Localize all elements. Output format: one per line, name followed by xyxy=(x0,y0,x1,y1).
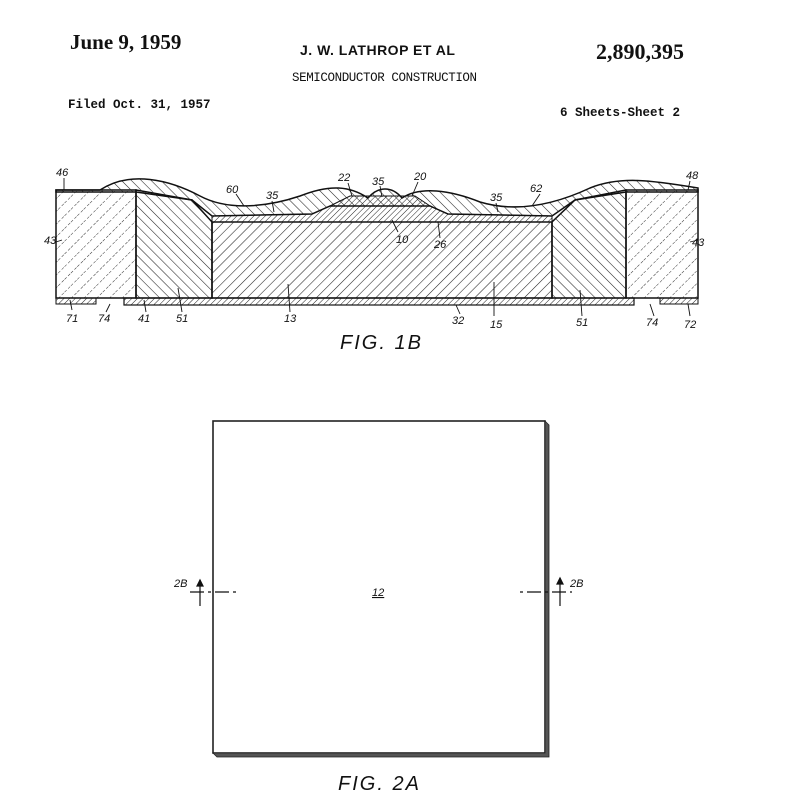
substrate-left xyxy=(56,190,136,298)
substrate-right xyxy=(626,190,698,298)
ref-48: 48 xyxy=(686,170,699,182)
bottom-layer xyxy=(124,298,634,305)
figure-1b-caption: FIG. 1B xyxy=(340,332,423,354)
ref-35-center: 35 xyxy=(372,176,385,188)
ref-74-right: 74 xyxy=(646,317,659,329)
sheet-count: 6 Sheets-Sheet 2 xyxy=(560,106,681,120)
ref-13: 13 xyxy=(284,313,297,325)
ref-32: 32 xyxy=(452,315,465,327)
ref-35-left: 35 xyxy=(266,190,279,202)
figure-2a-plan-view xyxy=(173,421,583,795)
ref-35-right: 35 xyxy=(490,192,503,204)
ref-41: 41 xyxy=(138,313,151,325)
ref-62: 62 xyxy=(530,183,543,195)
ref-46: 46 xyxy=(56,167,69,179)
ref-74-left: 74 xyxy=(98,313,111,325)
section-label-right: 2B xyxy=(570,578,584,590)
filing-date: Filed Oct. 31, 1957 xyxy=(68,98,211,112)
ref-51-left: 51 xyxy=(176,313,189,325)
figure-2a-caption: FIG. 2A xyxy=(338,773,421,795)
bottom-pad-right xyxy=(660,298,698,304)
ref-22: 22 xyxy=(338,172,351,184)
figure-1b-cross-section xyxy=(44,167,705,354)
patent-title: SEMICONDUCTOR CONSTRUCTION xyxy=(292,71,477,85)
bottom-pad-left xyxy=(56,298,96,304)
ref-71: 71 xyxy=(66,313,79,325)
ref-15: 15 xyxy=(490,319,503,331)
patent-number: 2,890,395 xyxy=(596,39,684,64)
ref-72: 72 xyxy=(684,319,697,331)
section-label-left: 2B xyxy=(174,578,188,590)
ref-60: 60 xyxy=(226,184,239,196)
ref-51-right: 51 xyxy=(576,317,589,329)
ref-43-left: 43 xyxy=(44,235,57,247)
semiconductor-body xyxy=(212,222,552,298)
ref-26: 26 xyxy=(434,239,447,251)
ref-10: 10 xyxy=(396,234,409,246)
patent-date: June 9, 1959 xyxy=(70,30,182,54)
inventor-name: J. W. LATHROP ET AL xyxy=(300,42,456,58)
ref-12: 12 xyxy=(372,587,385,599)
ref-20: 20 xyxy=(414,171,427,183)
ref-43-right: 43 xyxy=(692,237,705,249)
